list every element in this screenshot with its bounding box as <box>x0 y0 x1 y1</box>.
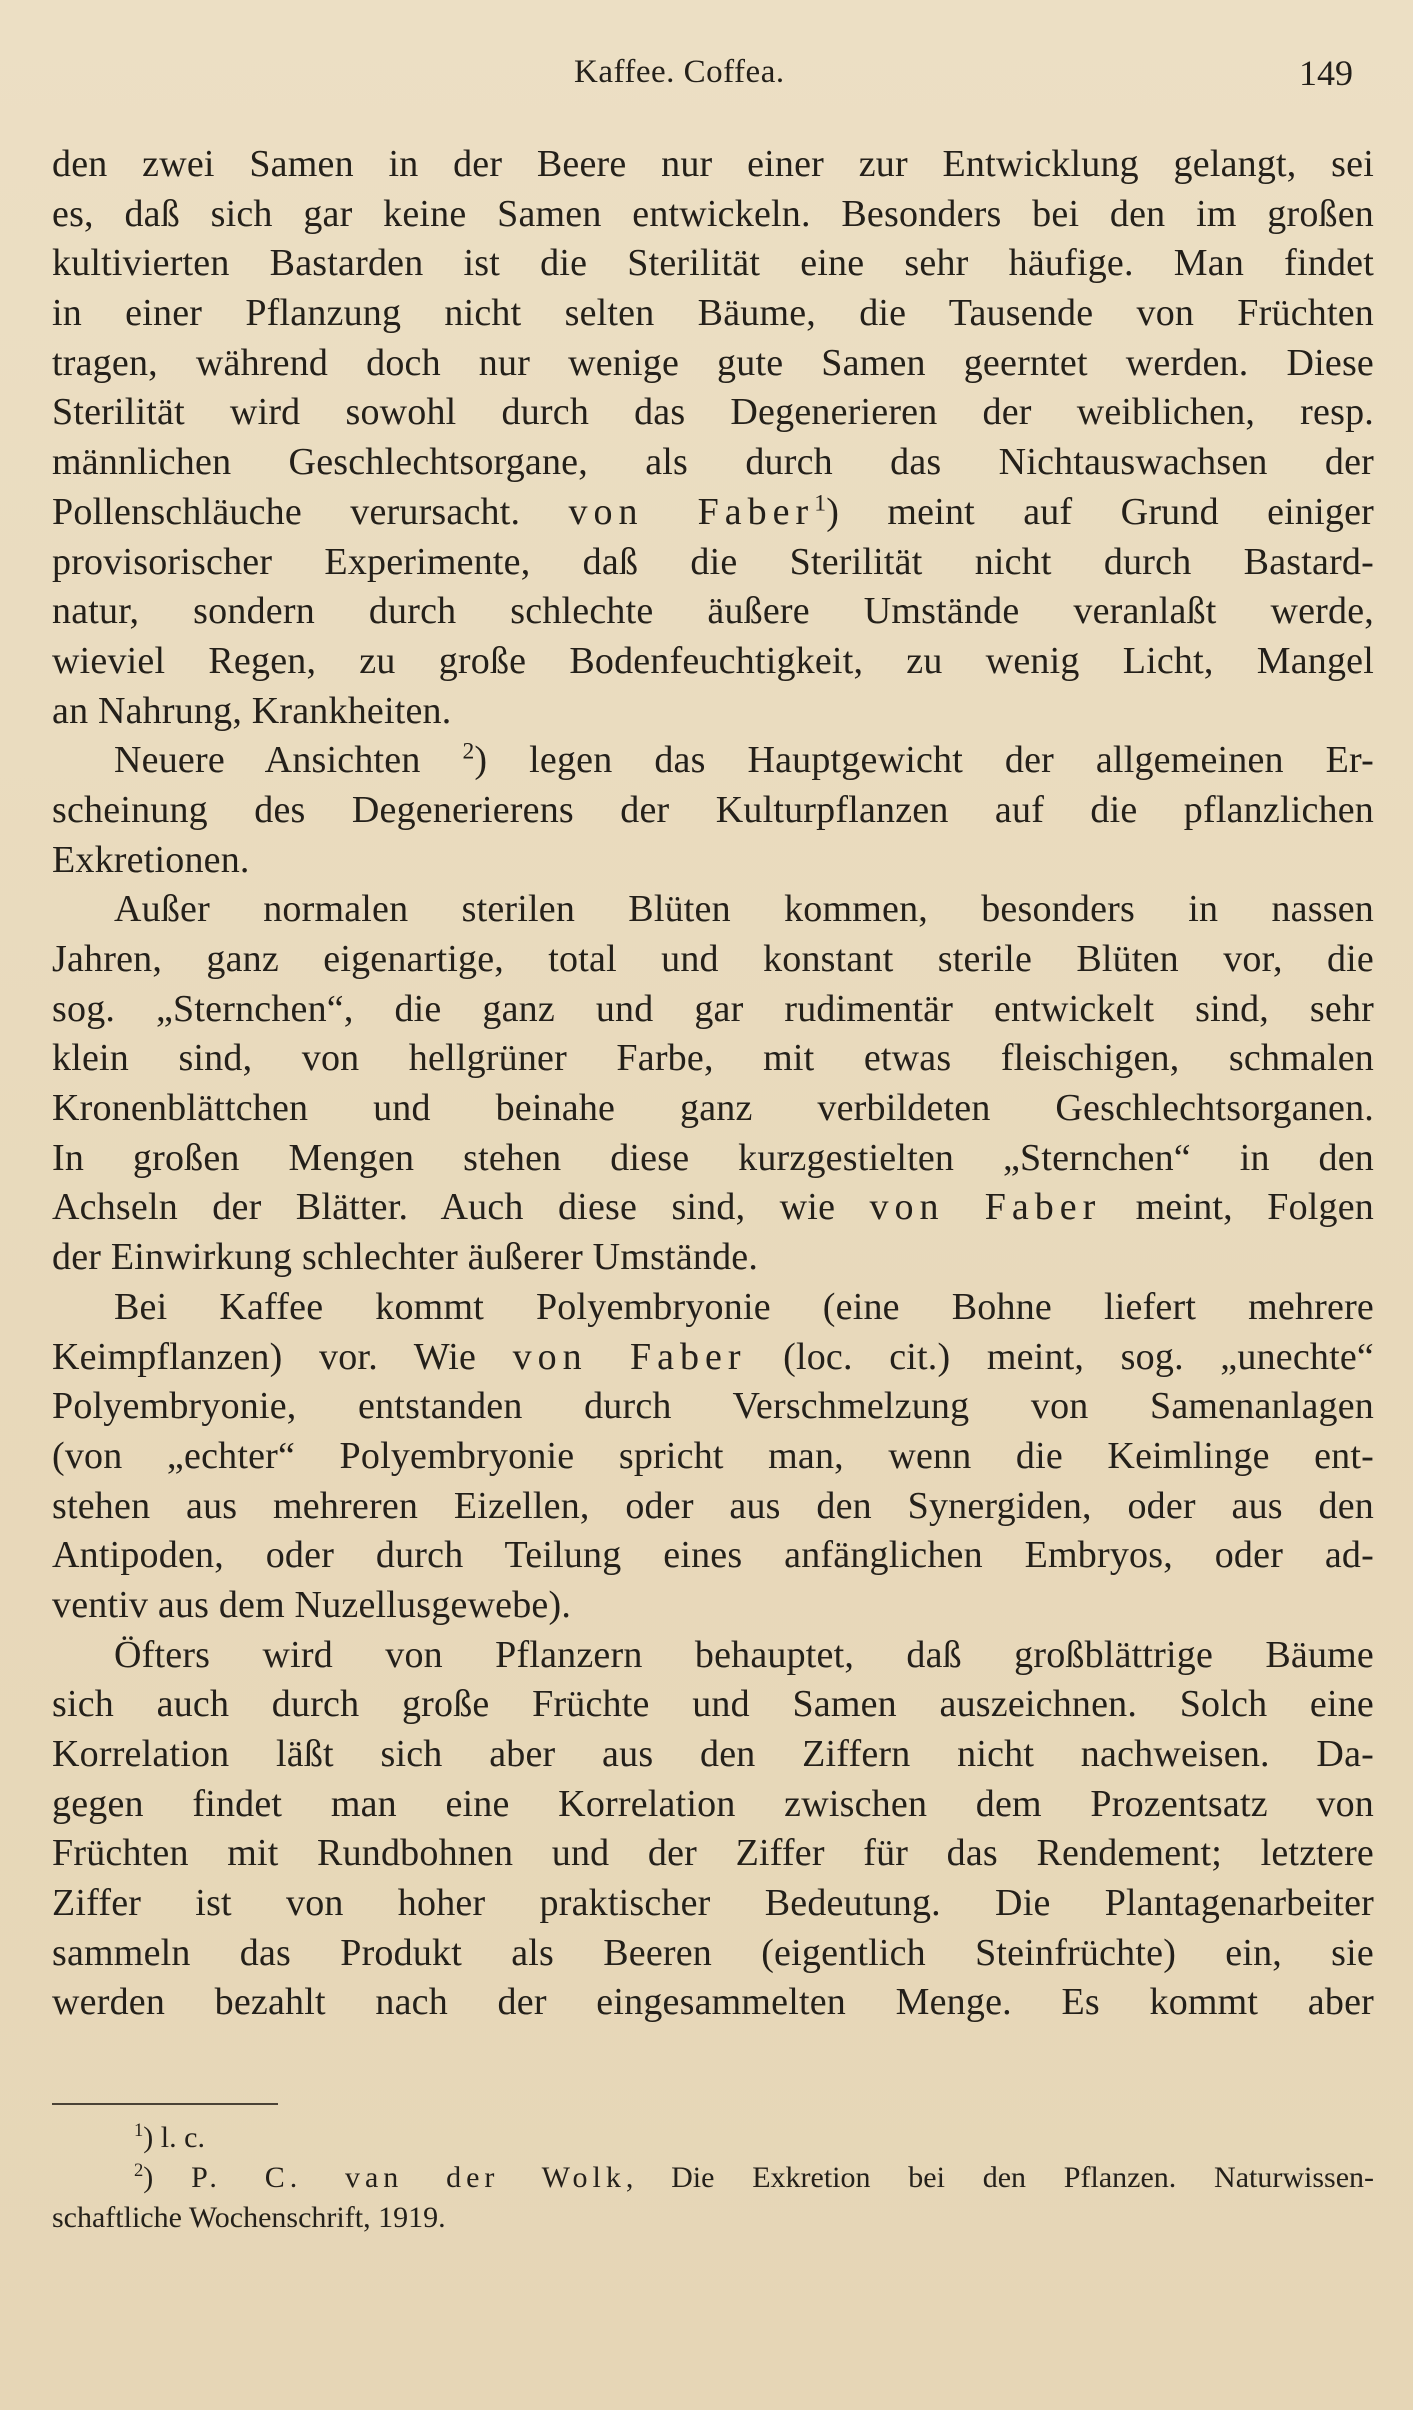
text-line <box>52 1333 1374 1383</box>
text-line: der Einwirkung schlechter äußerer Umstände. <box>52 1236 759 1279</box>
footnote-divider <box>52 2103 278 2105</box>
text-line: sammeln das Produkt als Beeren (eigentlich Steinfrüchte) ein, sie <box>52 1931 1374 1974</box>
footnote-2-continuation: schaftliche Wochenschrift, 1919. <box>52 2201 446 2234</box>
text-line: an Nahrung, Krankheiten. <box>52 689 452 732</box>
text-line: Polyembryonie, entstanden durch Verschmelzung von Samenanlagen <box>52 1385 1374 1428</box>
text-segment: Neuere Ansichten <box>114 739 421 782</box>
text-line: sog. „Sternchen“, die ganz und gar rudimentär entwickelt sind, sehr <box>52 987 1374 1030</box>
footnote-text: ) l. c. <box>143 2121 205 2154</box>
running-title: Kaffee. Coffea. <box>574 54 785 90</box>
text-segment: ) legen das Hauptgewicht der allgemeinen Er- <box>474 739 1374 782</box>
text-line: Früchten mit Rundbohnen und der Ziffer für das Rendement; letztere <box>52 1832 1374 1875</box>
text-line: Ziffer ist von hoher praktischer Bedeutung. Die Plantagenarbeiter <box>52 1882 1374 1925</box>
text-line: In großen Mengen stehen diese kurzgestielten „Sternchen“ in den <box>52 1136 1374 1179</box>
text-line <box>52 1183 1374 1233</box>
footnotes <box>52 2118 1374 2238</box>
text-line: in einer Pflanzung nicht selten Bäume, die Tausende von Früchten <box>52 292 1374 335</box>
text-segment: Achseln der Blätter. Auch diese sind, wie <box>52 1186 836 1229</box>
text-line: scheinung des Degenerierens der Kulturpflanzen auf die pflanzlichen <box>52 788 1374 831</box>
text-line: den zwei Samen in der Beere nur einer zur Entwicklung gelangt, sei <box>52 143 1374 185</box>
footnote-text: , Die Exkretion bei den Pflanzen. Naturwissen- <box>625 2161 1374 2194</box>
text-line: provisorischer Experimente, daß die Sterilität nicht durch Bastard- <box>52 540 1374 583</box>
text-line: Antipoden, oder durch Teilung eines anfänglichen Embryos, oder ad- <box>52 1534 1374 1577</box>
footnote-2: $^2$) P. C. van der Wolk, Die Exkretion bei den Pflanzen. Naturwissen- <box>134 2160 1374 2194</box>
footnote-author: P. C. van der Wolk <box>191 2161 626 2194</box>
text-line: stehen aus mehreren Eizellen, oder aus den Synergiden, oder aus den <box>52 1484 1374 1527</box>
text-line: klein sind, von hellgrüner Farbe, mit etwas fleischigen, schmalen <box>52 1037 1374 1080</box>
footnote-mark: 2 <box>134 2160 144 2181</box>
text-line: Exkretionen. <box>52 838 250 881</box>
footnote-mark: 1 <box>134 2120 144 2141</box>
text-segment: Keimpflanzen) vor. Wie <box>52 1335 477 1378</box>
text-line <box>52 488 1374 538</box>
text-line: ventiv aus dem Nuzellusgewebe). <box>52 1583 572 1626</box>
author-name: von Faber <box>869 1186 1102 1229</box>
text-line: gegen findet man eine Korrelation zwischen dem Prozentsatz von <box>52 1782 1374 1825</box>
text-line: Öfters wird von Pflanzern behauptet, daß großblättrige Bäume <box>114 1633 1374 1676</box>
text-line: Korrelation läßt sich aber aus den Ziffern nicht nachweisen. Da- <box>52 1733 1374 1775</box>
text-line: Sterilität wird sowohl durch das Degenerieren der weiblichen, resp. <box>52 391 1374 434</box>
text-line: (von „echter“ Polyembryonie spricht man, wenn die Keimlinge ent- <box>52 1434 1374 1477</box>
page-number: 149 <box>1299 53 1353 93</box>
text-line <box>52 736 1374 786</box>
text-segment: (loc. cit.) meint, sog. „unechte“ <box>783 1335 1374 1378</box>
footnote-ref: 1 <box>814 490 827 517</box>
text-line: sich auch durch große Früchte und Samen auszeichnen. Solch eine <box>52 1683 1374 1726</box>
author-name: von Faber <box>568 490 815 533</box>
footnote-1 <box>52 2118 1374 2158</box>
text-line: es, daß sich gar keine Samen entwickeln. Besonders bei den im großen <box>52 192 1374 235</box>
text-line: tragen, während doch nur wenige gute Samen geerntet werden. Diese <box>52 341 1374 384</box>
text-segment: meint, Folgen <box>1135 1186 1375 1229</box>
text-line: werden bezahlt nach der eingesammelten Menge. Es kommt aber <box>52 1981 1374 2024</box>
text-line: natur, sondern durch schlechte äußere Umstände veranlaßt werde, <box>52 590 1374 633</box>
body-text <box>52 140 1374 2028</box>
footnote-ref: 2 <box>462 738 475 765</box>
text-line: kultivierten Bastarden ist die Sterilität eine sehr häufige. Man findet <box>52 242 1374 285</box>
text-line: wieviel Regen, zu große Bodenfeuchtigkeit, zu wenig Licht, Mangel <box>52 639 1374 682</box>
text-segment: Pollenschläuche verursacht. <box>52 490 521 533</box>
text-segment: ) meint auf Grund einiger <box>826 490 1374 533</box>
text-line: Jahren, ganz eigenartige, total und konstant sterile Blüten vor, die <box>52 938 1374 980</box>
text-line: Bei Kaffee kommt Polyembryonie (eine Bohne liefert mehrere <box>114 1285 1374 1328</box>
text-line: männlichen Geschlechtsorgane, als durch das Nichtauswachsen der <box>52 441 1374 484</box>
running-head <box>0 48 1413 98</box>
author-name: von Faber <box>512 1335 747 1378</box>
text-line: Außer normalen sterilen Blüten kommen, besonders in nassen <box>114 888 1374 931</box>
text-line: Kronenblättchen und beinahe ganz verbildeten Geschlechtsorganen. <box>52 1087 1374 1130</box>
